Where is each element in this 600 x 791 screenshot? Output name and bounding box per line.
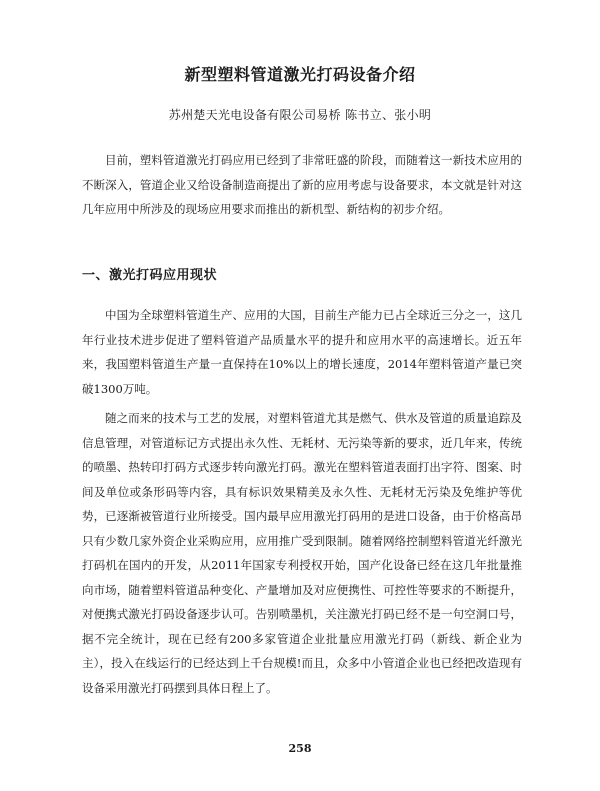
body-paragraph-2: 随之而来的技术与工艺的发展，对塑料管道尤其是燃气、供水及管道的质量追踪及信息管理，对管道标记方式提出永久性、无耗材、无污染等新的要求，近几年来，传统的喷墨、热转印打码方式逐步转向激光打码。激光在塑料管道表面打出字符、图案、时间及单位或条形码等内容，具有标识效果精美及永久性、无耗材无污染及免维护等优势，已逐渐被管道行业所接受。国内最早应用激光打码用的是进口设备，由于价格高昂只有少数几家外资企业采购应用，应用推广受到限制。随着网络控制塑料管道光纤激光打码机在国内的开发，从2011年国家专利授权开始，国产化设备已经在这几年批量推向市场，随着塑料管道品种变化、产量增加及对应便携性、可控性等要求的不断提升，对便携式激光打码设备逐步认可。告别喷墨机，关注激光打码已经不是一句空洞口号，据不完全统计，现在已经有200多家管道企业批量应用激光打码（新线、新企业为主），投入在线运行的已经达到上千台规模!而且，众多中小管道企业也已经把改造现有设备采用激光打码摆到具体日程上了。 [82,411,522,695]
article-authors: 苏州楚天光电设备有限公司易桥 陈书立、张小明 [168,108,432,122]
body-paragraph-1: 中国为全球塑料管道生产、应用的大国，目前生产能力已占全球近三分之一，这几年行业技术进步促进了塑料管道产品质量水平的提升和应用水平的高速增长。近五年来，我国塑料管道生产量一直保持在10%以上的增长速度，2014年塑料管道产量已突破1300万吨。 [82,308,522,396]
article-title: 新型塑料管道激光打码设备介绍 [184,65,416,84]
page-number: 258 [288,742,312,755]
section-heading: 一、激光打码应用现状 [82,268,218,283]
intro-paragraph: 目前，塑料管道激光打码应用已经到了非常旺盛的阶段，而随着这一新技术应用的不断深入，管道企业又给设备制造商提出了新的应用考虑与设备要求，本文就是针对这几年应用中所涉及的现场应用要求而推出的新机型、新结构的初步介绍。 [82,153,522,216]
